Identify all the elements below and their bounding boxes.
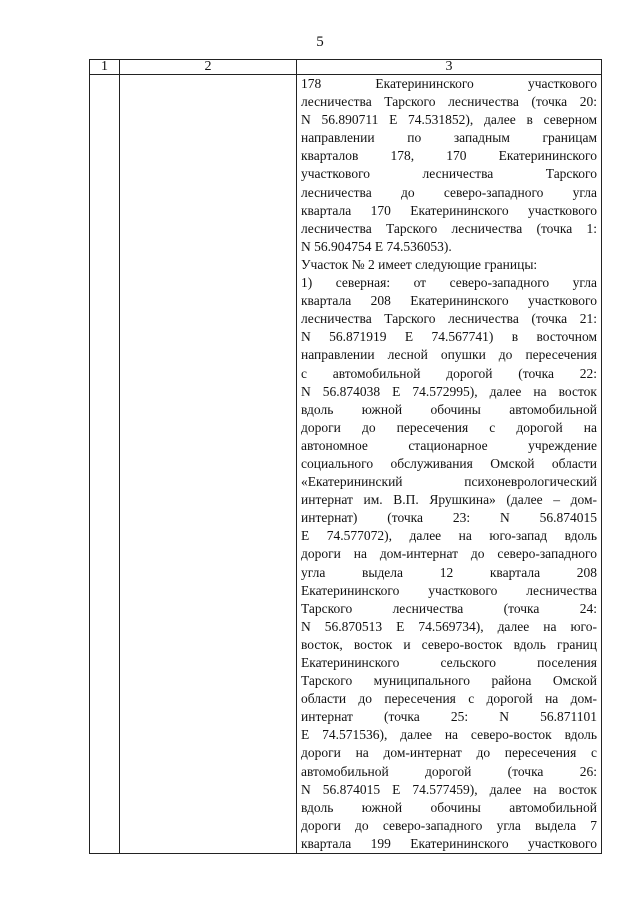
text-line: Тарского муниципального района Омской <box>301 673 597 689</box>
table-body-row <box>90 75 602 854</box>
text-line: интернат) (точка 23: N 56.874015 <box>301 510 597 526</box>
text-line: N 56.874038 E 74.572995), далее на восток <box>301 383 597 399</box>
text-line: дороги до северо-западного угла выдела 7 <box>301 817 597 833</box>
cell-column-1 <box>90 75 120 854</box>
text-line: Екатерининского сельского поселения <box>301 655 597 670</box>
page-number: 5 <box>316 34 324 50</box>
column-header-2: 2 <box>120 60 297 75</box>
text-line: Екатерининского участкового лесничества <box>301 582 597 598</box>
text-line: Участок № 2 имеет следующие границы: <box>301 256 538 272</box>
text-line: квартала 170 Екатерининского участкового <box>301 202 597 218</box>
column-header-1: 1 <box>90 60 120 75</box>
text-line: с автомобильной дорогой (точка 22: <box>301 365 597 381</box>
text-line: дороги на дом-интернат до пересечения с <box>301 745 597 761</box>
text-line: дороги до пересечения с дорогой на <box>301 419 597 435</box>
text-line: лесничества до северо-западного угла <box>301 184 597 200</box>
text-line: «Екатерининский психоневрологический <box>301 474 597 490</box>
column-header-3: 3 <box>297 60 602 75</box>
text-line: восток, восток и северо-восток вдоль границ <box>301 636 597 652</box>
text-line: интернат им. В.П. Ярушкина» (далее – дом- <box>301 492 597 508</box>
text-line: угла выдела 12 квартала 208 <box>301 564 597 580</box>
text-line: автомобильной дорогой (точка 26: <box>301 763 597 779</box>
text-line: N 56.904754 E 74.536053). <box>301 238 452 254</box>
boundary-description-text <box>301 75 597 853</box>
text-line: участкового лесничества Тарского <box>301 166 597 182</box>
text-line: направлении лесной опушки до пересечения <box>301 347 597 363</box>
text-line: N 56.871919 E 74.567741) в восточном <box>301 329 597 345</box>
text-line: квартала 199 Екатерининского участкового <box>301 835 597 851</box>
text-line: N 56.870513 E 74.569734), далее на юго- <box>301 618 597 634</box>
text-line: 178 Екатерининского участкового <box>301 76 597 91</box>
text-line: лесничества Тарского лесничества (точка 21: <box>301 311 597 327</box>
text-line: 1) северная: от северо-западного угла <box>301 275 597 291</box>
text-line: E 74.571536), далее на северо-восток вдоль <box>301 727 597 743</box>
text-line: лесничества Тарского лесничества (точка 1: <box>301 220 597 236</box>
cell-column-3 <box>297 75 602 854</box>
text-line: вдоль южной обочины автомобильной <box>301 401 597 417</box>
text-line: N 56.890711 E 74.531852), далее в северном <box>301 112 597 128</box>
text-line: автономное стационарное учреждение <box>301 437 597 453</box>
text-line: квартала 208 Екатерининского участкового <box>301 293 597 309</box>
text-line: дороги на дом-интернат до северо-западного <box>301 546 597 562</box>
text-line: вдоль южной обочины автомобильной <box>301 799 597 815</box>
document-table <box>89 59 602 854</box>
text-line: лесничества Тарского лесничества (точка 20: <box>301 94 597 110</box>
table-header-row <box>90 60 602 75</box>
text-line: области до пересечения с дорогой на дом- <box>301 691 597 707</box>
text-line: кварталов 178, 170 Екатерининского <box>301 148 597 164</box>
text-line: социального обслуживания Омской области <box>301 455 597 471</box>
text-line: N 56.874015 E 74.577459), далее на восток <box>301 781 597 797</box>
text-line: интернат (точка 25: N 56.871101 <box>301 709 597 725</box>
text-line: E 74.577072), далее на юго-запад вдоль <box>301 528 597 544</box>
text-line: Тарского лесничества (точка 24: <box>301 600 597 616</box>
cell-column-2 <box>120 75 297 854</box>
text-line: направлении по западным границам <box>301 130 597 146</box>
